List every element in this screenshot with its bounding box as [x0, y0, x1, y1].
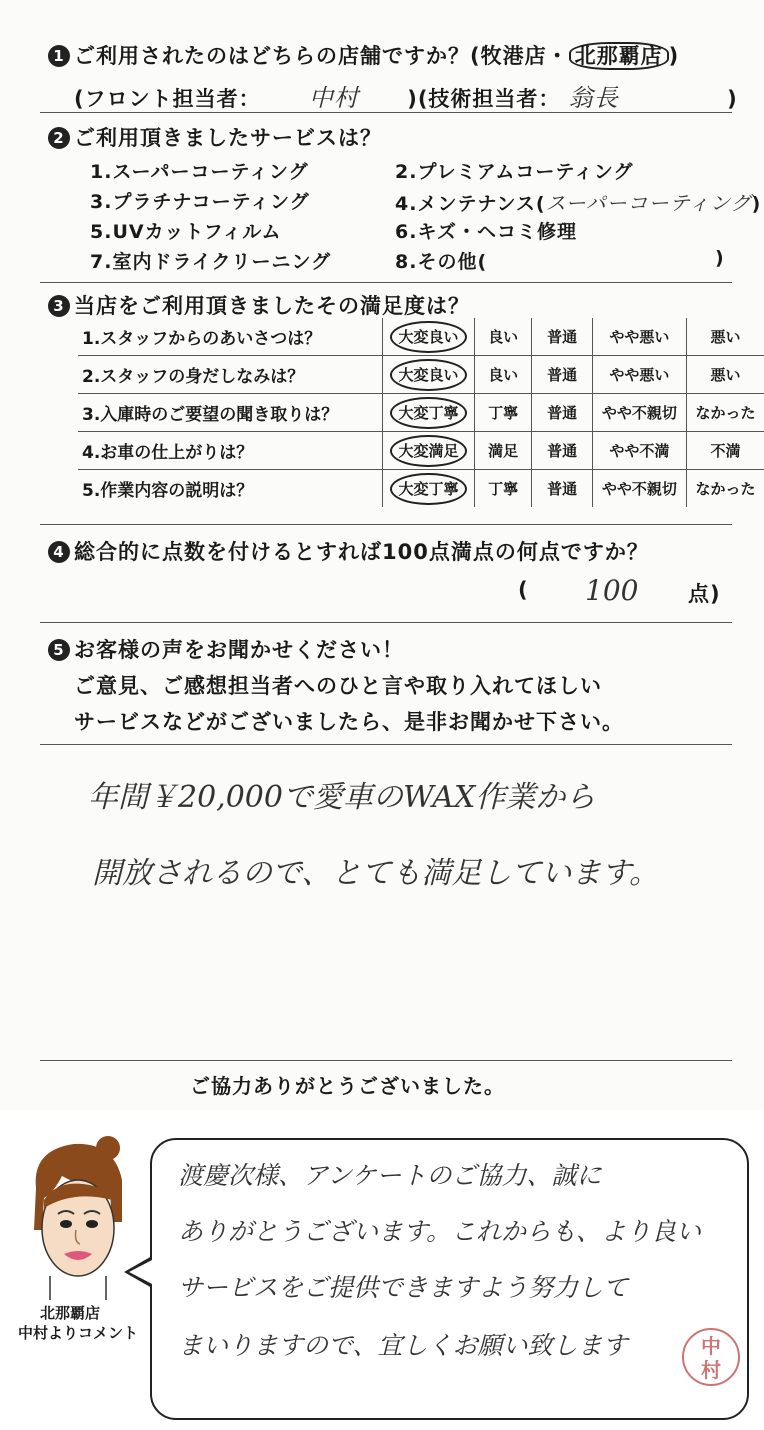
service-4-label: 4.メンテナンス(: [395, 193, 546, 215]
question-number-3: 3: [48, 295, 70, 317]
question-number-1: 1: [48, 45, 70, 67]
rating-option: [686, 318, 764, 356]
name-stamp: [682, 1328, 740, 1386]
score-unit: 点): [688, 582, 721, 606]
rating-option: [686, 394, 764, 432]
satisfaction-table: [78, 318, 764, 507]
rating-option: [475, 432, 532, 470]
rating-option-label: なかった: [695, 404, 756, 422]
separator-dot: ・: [546, 44, 569, 68]
rating-option-label: なかった: [695, 480, 756, 498]
divider: [40, 622, 732, 623]
question-3-text: 当店をご利用頂きましたその満足度は？: [74, 294, 470, 318]
satisfaction-item-label: 4.お車の仕上がりは？: [82, 443, 254, 463]
front-staff-label: (フロント担当者：: [74, 87, 261, 111]
question-2-text: ご利用頂きましたサービスは？: [74, 126, 382, 150]
rating-option: [592, 470, 686, 508]
question-4: [48, 536, 649, 566]
staff-caption: 中村よりコメント: [18, 1324, 139, 1342]
rating-option-label: 丁寧: [488, 480, 519, 498]
question-4-text: 総合的に点数を付けるとすれば100点満点の何点ですか？: [74, 540, 649, 564]
rating-option: [592, 318, 686, 356]
satisfaction-item-label: 5.作業内容の説明は？: [82, 481, 254, 501]
satisfaction-item-label: 1.スタッフからのあいさつは？: [82, 329, 322, 349]
rating-option-label: 悪い: [710, 366, 741, 384]
rating-option: [686, 432, 764, 470]
rating-option: [475, 394, 532, 432]
service-4: [395, 187, 761, 216]
rating-option: [382, 432, 474, 470]
score-value: 100: [585, 574, 639, 607]
rating-option: [592, 356, 686, 394]
thanks-message: ご協力ありがとうございました。: [190, 1074, 505, 1098]
q1-staff-row: [74, 78, 738, 113]
service-1: 1.スーパーコーティング: [90, 161, 309, 183]
question-number-4: 4: [48, 541, 70, 563]
rating-option: [532, 432, 593, 470]
rating-option: [382, 394, 474, 432]
rating-option-label: 不満: [710, 442, 741, 460]
rating-option-selected: 大変丁寧: [390, 473, 466, 505]
service-3: 3.プラチナコーティング: [90, 191, 310, 213]
rating-option-selected: 大変良い: [390, 359, 466, 391]
comment-line-4: まいりますので、宜しくお願い致します: [178, 1331, 628, 1360]
rating-option-label: やや不親切: [601, 404, 677, 422]
rating-option-label: 悪い: [710, 328, 741, 346]
rating-option-label: 普通: [547, 442, 578, 460]
rating-option-selected: 大変良い: [390, 321, 466, 353]
rating-option: [532, 394, 593, 432]
question-1: [48, 40, 679, 70]
satisfaction-row: [78, 470, 764, 508]
store-option-makiminato: 牧港店: [480, 44, 547, 68]
rating-option: [592, 432, 686, 470]
rating-option: [686, 356, 764, 394]
tech-staff-value: 翁長: [568, 84, 619, 112]
customer-answer-line-2: 開放されるので、とても満足しています。: [92, 856, 659, 891]
rating-option-label: 満足: [488, 442, 519, 460]
divider: [40, 744, 732, 745]
service-6: 6.キズ・ヘコミ修理: [395, 221, 578, 243]
staff-avatar: [14, 1130, 142, 1300]
divider: [40, 524, 732, 525]
rating-option: [532, 470, 593, 508]
question-5-line3: サービスなどがございましたら、是非お聞かせ下さい。: [74, 710, 624, 734]
service-2: 2.プレミアムコーティング: [395, 161, 634, 183]
rating-option-label: やや不満: [609, 442, 670, 460]
close-paren: ): [751, 193, 762, 215]
question-number-5: 5: [48, 639, 70, 661]
rating-option-label: 良い: [488, 366, 519, 384]
rating-option: [382, 470, 474, 508]
satisfaction-row: [78, 318, 764, 356]
rating-option: [382, 318, 474, 356]
satisfaction-item-label: 3.入庫時のご要望の聞き取りは？: [82, 405, 339, 425]
comment-line-1: 渡慶次様、アンケートのご協力、誠に: [178, 1161, 602, 1190]
question-3: [48, 290, 470, 320]
rating-option: [475, 318, 532, 356]
rating-option: [475, 470, 532, 508]
question-2: [48, 122, 382, 152]
staff-store: 北那覇店: [40, 1304, 101, 1322]
satisfaction-row: [78, 432, 764, 470]
rating-option: [592, 394, 686, 432]
rating-option-label: 普通: [547, 366, 578, 384]
maintenance-value: スーパーコーティング: [545, 191, 752, 215]
stamp-text: 中村: [701, 1334, 721, 1382]
question-number-2: 2: [48, 127, 70, 149]
rating-option: [532, 356, 593, 394]
question-1-text: ご利用されたのはどちらの店舗ですか？(: [74, 44, 481, 68]
rating-option: [382, 356, 474, 394]
question-5: [48, 634, 404, 664]
rating-option-selected: 大変満足: [390, 435, 466, 467]
divider: [40, 112, 732, 113]
satisfaction-row: [78, 394, 764, 432]
close-paren: ): [727, 87, 738, 111]
satisfaction-row: [78, 356, 764, 394]
rating-option-label: 普通: [547, 328, 578, 346]
rating-option-label: 普通: [547, 404, 578, 422]
rating-option-label: 良い: [488, 328, 519, 346]
divider: [40, 1060, 732, 1061]
rating-option: [532, 318, 593, 356]
front-staff-value: 中村: [308, 84, 359, 112]
rating-option-selected: 大変丁寧: [390, 397, 466, 429]
comment-line-2: ありがとうございます。これからも、より良い: [178, 1217, 702, 1246]
service-8-close: ): [715, 247, 725, 269]
service-8: 8.その他(: [395, 251, 488, 273]
rating-option-label: 丁寧: [488, 404, 519, 422]
question-5-text: お客様の声をお聞かせください！: [74, 638, 404, 662]
service-5: 5.UVカットフィルム: [90, 221, 282, 243]
divider: [40, 282, 732, 283]
service-7: 7.室内ドライクリーニング: [90, 251, 332, 273]
rating-option-label: 普通: [547, 480, 578, 498]
satisfaction-item-label: 2.スタッフの身だしなみは？: [82, 367, 305, 387]
rating-option-label: やや悪い: [609, 328, 670, 346]
close-paren: ): [668, 44, 680, 68]
comment-line-3: サービスをご提供できますよう努力して: [178, 1273, 629, 1302]
bubble-tail-inner: [129, 1260, 152, 1284]
rating-option: [475, 356, 532, 394]
rating-option: [686, 470, 764, 508]
store-option-kitanaha: 北那覇店: [569, 42, 669, 70]
rating-option-label: やや悪い: [609, 366, 670, 384]
tech-staff-label: )(技術担当者：: [407, 87, 561, 111]
customer-answer-line-1: 年間￥20,000で愛車のWAX作業から: [88, 780, 596, 815]
question-5-line2: ご意見、ご感想担当者へのひと言や取り入れてほしい: [74, 674, 602, 698]
rating-option-label: やや不親切: [601, 480, 677, 498]
score-open: (: [518, 578, 529, 602]
